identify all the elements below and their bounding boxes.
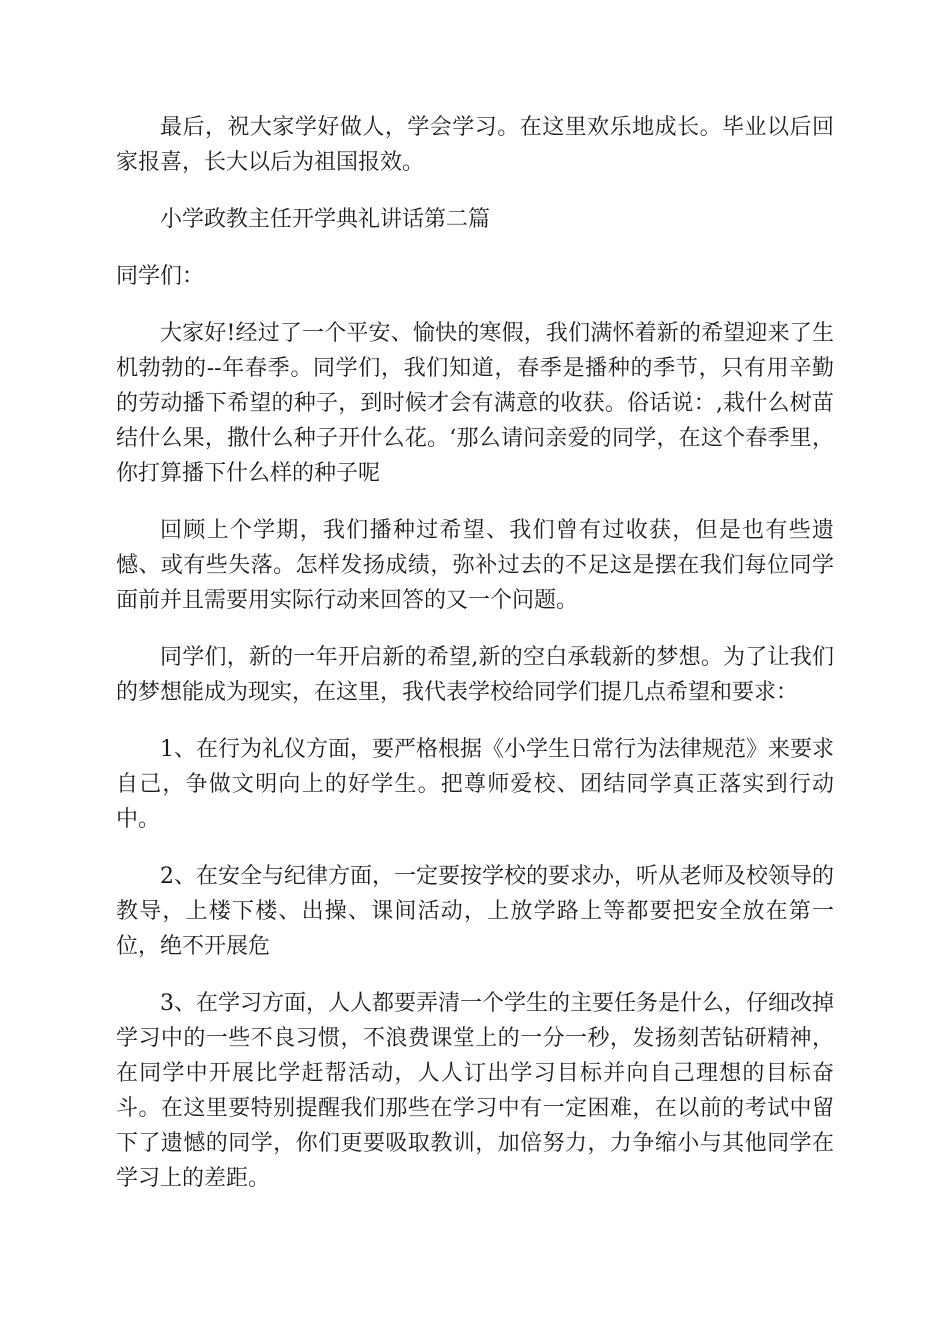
greeting-paragraph: 大家好!经过了一个平安、愉快的寒假，我们满怀着新的希望迎来了生机勃勃的--年春季。同学们，我们知道，春季是播种的季节，只有用辛勤的劳动播下希望的种子，到时候才会有满意的收获。俗话说：,栽什么树苗结什么果，撒什么种子开什么花。‘那么请问亲爱的同学，在这个春季里，你打算播下什么样的种子呢 — [116, 321, 834, 486]
point-2-paragraph: 2、在安全与纪律方面，一定要按学校的要求办，听从老师及校领导的教导，上楼下楼、出操、课间活动，上放学路上等都要把安全放在第一位，绝不开展危 — [116, 864, 834, 959]
salutation: 同学们： — [116, 264, 205, 289]
section-title: 小学政教主任开学典礼讲话第二篇 — [160, 207, 491, 232]
closing-paragraph: 最后，祝大家学好做人，学会学习。在这里欢乐地成长。毕业以后回家报喜，长大以后为祖国报效。 — [116, 115, 834, 175]
point-1-paragraph: 1、在行为礼仪方面，要严格根据《小学生日常行为法律规范》来要求自己，争做文明向上的好学生。把尊师爱校、团结同学真正落实到行动中。 — [116, 737, 834, 832]
point-3-paragraph: 3、在学习方面，人人都要弄清一个学生的主要任务是什么，仔细改掉学习中的一些不良习惯，不浪费课堂上的一分一秒，发扬刻苦钻研精神，在同学中开展比学赶帮活动，人人订出学习目标并向自己理想的目标奋斗。在这里要特别提醒我们那些在学习中有一定困难，在以前的考试中留下了遗憾的同学，你们更要吸取教训，加倍努力，力争缩小与其他同学在学习上的差距。 — [116, 991, 834, 1191]
hopes-intro-paragraph: 同学们，新的一年开启新的希望,新的空白承载新的梦想。为了让我们的梦想能成为现实，在这里，我代表学校给同学们提几点希望和要求： — [116, 645, 834, 705]
review-paragraph: 回顾上个学期，我们播种过希望、我们曾有过收获，但是也有些遗憾、或有些失落。怎样发扬成绩，弥补过去的不足这是摆在我们每位同学面前并且需要用实际行动来回答的又一个问题。 — [116, 518, 834, 613]
document-body — [116, 110, 834, 1218]
